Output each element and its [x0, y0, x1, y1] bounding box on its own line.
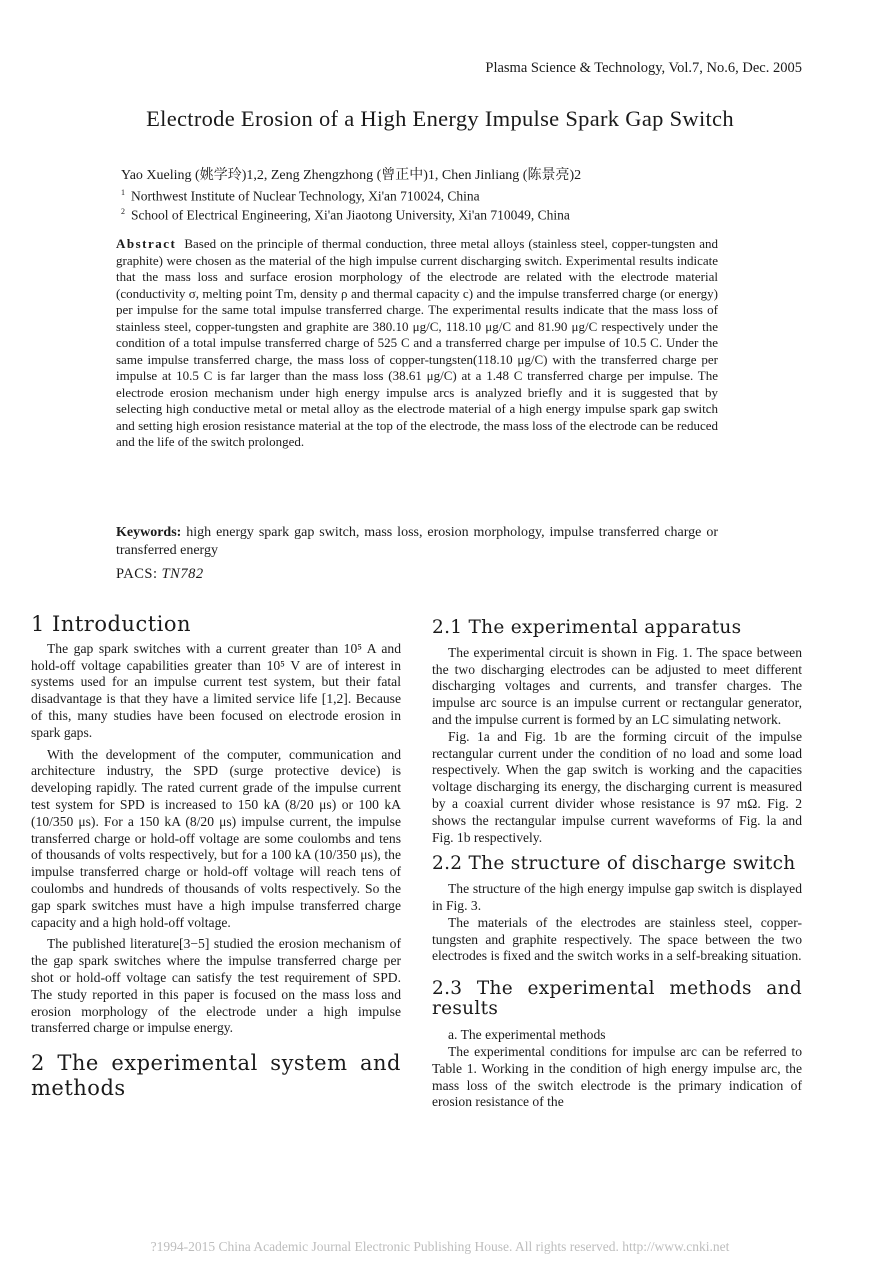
- paragraph: The structure of the high energy impulse gap switch is displayed in Fig. 3.: [432, 881, 802, 913]
- keywords-text: high energy spark gap switch, mass loss, erosion morphology, impulse transferred charge or transferred energy: [116, 525, 718, 558]
- pacs-value: TN782: [161, 566, 204, 582]
- paragraph: The experimental conditions for impulse arc can be referred to Table 1. Working in the condition of high energy impulse arc, the mass loss of the switch electrode is the primary indication of erosion resistance of the: [432, 1043, 802, 1110]
- right-column: [432, 617, 802, 1111]
- paragraph: The materials of the electrodes are stainless steel, copper-tungsten and graphite respectively. The space between the two electrodes is fixed and the switch works in a self-breaking situation.: [432, 914, 802, 964]
- paragraph: The gap spark switches with a current greater than 10⁵ A and hold-off voltage capabilities greater than 10⁵ V are of interest in systems used for an impulse current test system, but their fatal disadvantage is that they have a limited service life [1,2]. Because of this, many studies have been focused on electrode erosion in spark gaps.: [31, 640, 401, 740]
- affiliation-text: School of Electrical Engineering, Xi'an Jiaotong University, Xi'an 710049, China: [131, 207, 570, 223]
- subheading: a. The experimental methods: [448, 1027, 606, 1043]
- section-1-heading: 1 Introduction: [31, 612, 192, 636]
- section-2-1-heading: 2.1 The experimental apparatus: [432, 617, 742, 638]
- paper-title: Electrode Erosion of a High Energy Impulse Spark Gap Switch: [146, 106, 734, 131]
- keywords-label: Keywords:: [116, 525, 182, 540]
- abstract: [116, 236, 718, 451]
- paragraph: With the development of the computer, communication and architecture industry, the SPD (surge protective device) is developing rapidly. The rated current grade of the impulse current test system for SPD is increased to 150 kA (8/20 μs) or 100 kA (10/350 μs). For a 150 kA (8/20 μs) impulse current, the impulse transferred charge or hold-off voltage are some coulombs and tens of thousands of volts respectively, but for a 100 kA (10/350 μs), the impulse transferred charge or hold-off voltage will reach tens of coulombs and hundreds of thousands of volts respectively. So the gap spark switches must have a high impulse transferred charge capacity and a high hold-off voltage.: [31, 746, 401, 930]
- paragraph: The published literature[3−5] studied the erosion mechanism of the gap spark switches where the impulse transferred charge per shot or hold-off voltage can satisfy the test requirement of SPD. The study reported in this paper is focused on the mass loss and erosion morphology of the electrode under a high impulse transferred charge or impulse energy.: [31, 936, 401, 1036]
- journal-header: Plasma Science & Technology, Vol.7, No.6, Dec. 2005: [485, 60, 802, 76]
- abstract-label: Abstract: [116, 236, 177, 251]
- copyright-footer: ?1994-2015 China Academic Journal Electronic Publishing House. All rights reserved. http://www.cnki.net: [150, 1239, 730, 1254]
- paragraph: The experimental circuit is shown in Fig. 1. The space between the two discharging electrodes can be adjusted to meet different discharging voltages and currents, and transfer charges. The impulse arc source is an impulse current or rectangular generator, and the impulse current is formed by an LC simulating network.: [432, 644, 802, 727]
- affiliation-mark: 2: [121, 207, 125, 216]
- affiliation-1: [121, 188, 480, 205]
- keywords: [116, 524, 718, 560]
- paragraph: Fig. 1a and Fig. 1b are the forming circuit of the impulse rectangular current under the condition of no load and some load respectively. When the gap switch is working and the capacities voltage discharging its energy, the discharging current is measured by a coaxial current divider whose resistance is 97 mΩ. Fig. 2 shows the rectangular impulse current waveforms of Fig. la and Fig. 1b respectively.: [432, 728, 802, 845]
- authors: Yao Xueling (姚学玲)1,2, Zeng Zhengzhong (曾正中)1, Chen Jinliang (陈景亮)2: [121, 168, 582, 183]
- section-2-3-heading: 2.3 The experimental methods and results: [432, 978, 802, 1020]
- affiliation-2: [121, 207, 570, 224]
- affiliation-mark: 1: [121, 188, 125, 197]
- left-column: [31, 612, 401, 1101]
- affiliation-text: Northwest Institute of Nuclear Technology, Xi'an 710024, China: [131, 188, 480, 204]
- section-2-heading: 2 The experimental system and methods: [31, 1051, 401, 1101]
- section-2-2-heading: 2.2 The structure of discharge switch: [432, 853, 796, 875]
- pacs-label: PACS:: [116, 566, 158, 582]
- pacs: [116, 566, 204, 583]
- abstract-text: Based on the principle of thermal conduction, three metal alloys (stainless steel, copper-tungsten and graphite) were chosen as the material of the high impulse current discharging switch. Experimental results indicate that the mass loss and surface erosion morphology of the electrode are related with the electrode material (conductivity σ, melting point Tm, density ρ and thermal capacity c) and the impulse transferred charge (or energy) per impulse for the same total impulse transferred charge. The experimental results indicate that the mass loss of stainless steel, copper-tungsten and graphite are 380.10 μg/C, 118.10 μg/C and 81.90 μg/C respectively under the condition of a total impulse transferred charge of 525 C and a transferred charge per impulse of 10.5 C. Under the same impulse transferred charge, the mass loss of copper-tungsten(118.10 μg/C) with the transferred charge per impulse at 10.5 C is far larger than the mass loss (38.61 μg/C) at a 1.48 C transferred charge per impulse. The electrode erosion mechanism under high energy impulse arcs is analyzed briefly and it is suggested that by selecting high conductive metal or metal alloy as the electrode material of a high energy impulse spark gap switch and setting high erosion resistance material at the top of the electrode, the mass loss of the electrode can be reduced and the life of the switch prolonged.: [116, 236, 719, 449]
